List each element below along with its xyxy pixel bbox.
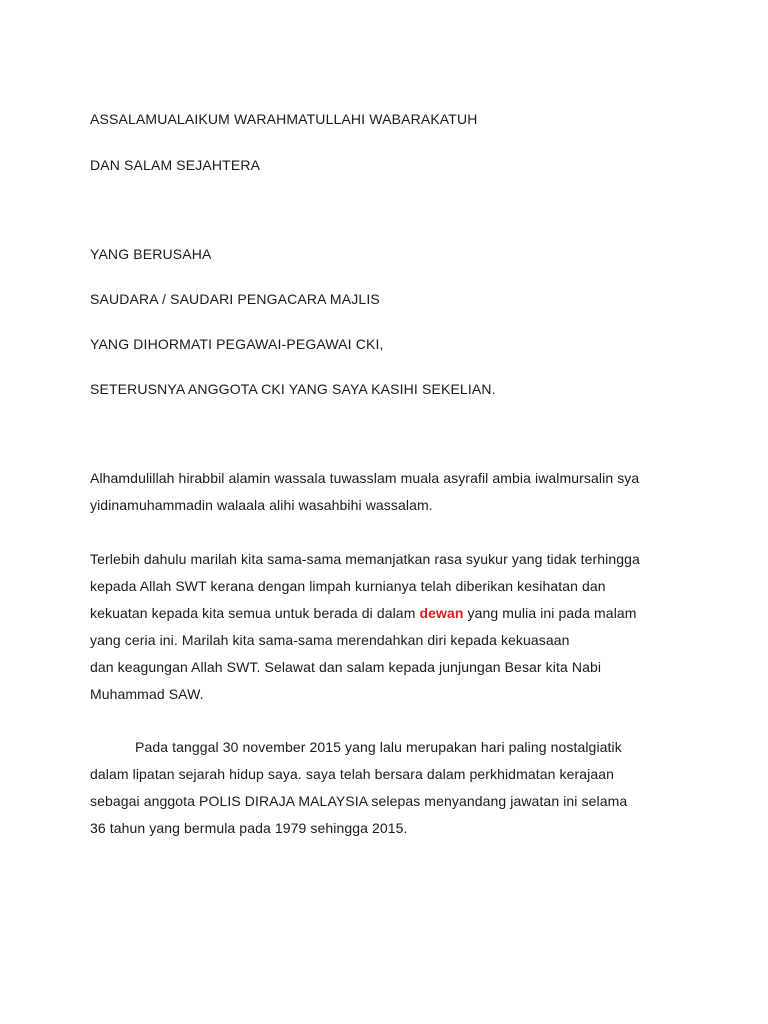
paragraph-text: kekuatan kepada kita semua untuk berada di dalam <box>90 605 420 621</box>
paragraph-line <box>90 600 690 627</box>
opening-paragraph <box>90 465 690 519</box>
paragraph-line: Terlebih dahulu marilah kita sama-sama memanjatkan rasa syukur yang tidak terhingga <box>90 551 640 567</box>
paragraph-line: sebagai anggota POLIS DIRAJA MALAYSIA selepas menyandang jawatan ini selama <box>90 793 628 809</box>
paragraph-line: 36 tahun yang bermula pada 1979 sehingga 2015. <box>90 820 408 836</box>
gratitude-paragraph <box>90 546 690 708</box>
salutation-line: YANG BERUSAHA <box>90 246 212 262</box>
paragraph-line: dalam lipatan sejarah hidup saya. saya telah bersara dalam perkhidmatan kerajaan <box>90 766 614 782</box>
paragraph-line: Alhamdulillah hirabbil alamin wassala tuwasslam muala asyrafil ambia iwalmursalin sya <box>90 470 640 486</box>
paragraph-line: Pada tanggal 30 november 2015 yang lalu merupakan hari paling nostalgiatik <box>135 739 622 755</box>
greeting-line-1: ASSALAMUALAIKUM WARAHMATULLAHI WABARAKATUH <box>90 111 478 127</box>
salutation-line: SAUDARA / SAUDARI PENGACARA MAJLIS <box>90 291 380 307</box>
salutation-line: YANG DIHORMATI PEGAWAI-PEGAWAI CKI, <box>90 336 384 352</box>
highlighted-word: dewan <box>419 605 464 621</box>
greeting-line-2: DAN SALAM SEJAHTERA <box>90 157 261 173</box>
paragraph-text: yang mulia ini pada malam <box>463 605 637 621</box>
paragraph-line: yang ceria ini. Marilah kita sama-sama merendahkan diri kepada kekuasaan <box>90 632 570 648</box>
paragraph-line: kepada Allah SWT kerana dengan limpah kurnianya telah diberikan kesihatan dan <box>90 578 606 594</box>
retirement-paragraph <box>90 734 690 842</box>
paragraph-line: yidinamuhammadin walaala alihi wasahbihi wassalam. <box>90 497 433 513</box>
salutation-line: SETERUSNYA ANGGOTA CKI YANG SAYA KASIHI SEKELIAN. <box>90 381 496 397</box>
paragraph-line: Muhammad SAW. <box>90 686 204 702</box>
paragraph-line: dan keagungan Allah SWT. Selawat dan salam kepada junjungan Besar kita Nabi <box>90 659 602 675</box>
